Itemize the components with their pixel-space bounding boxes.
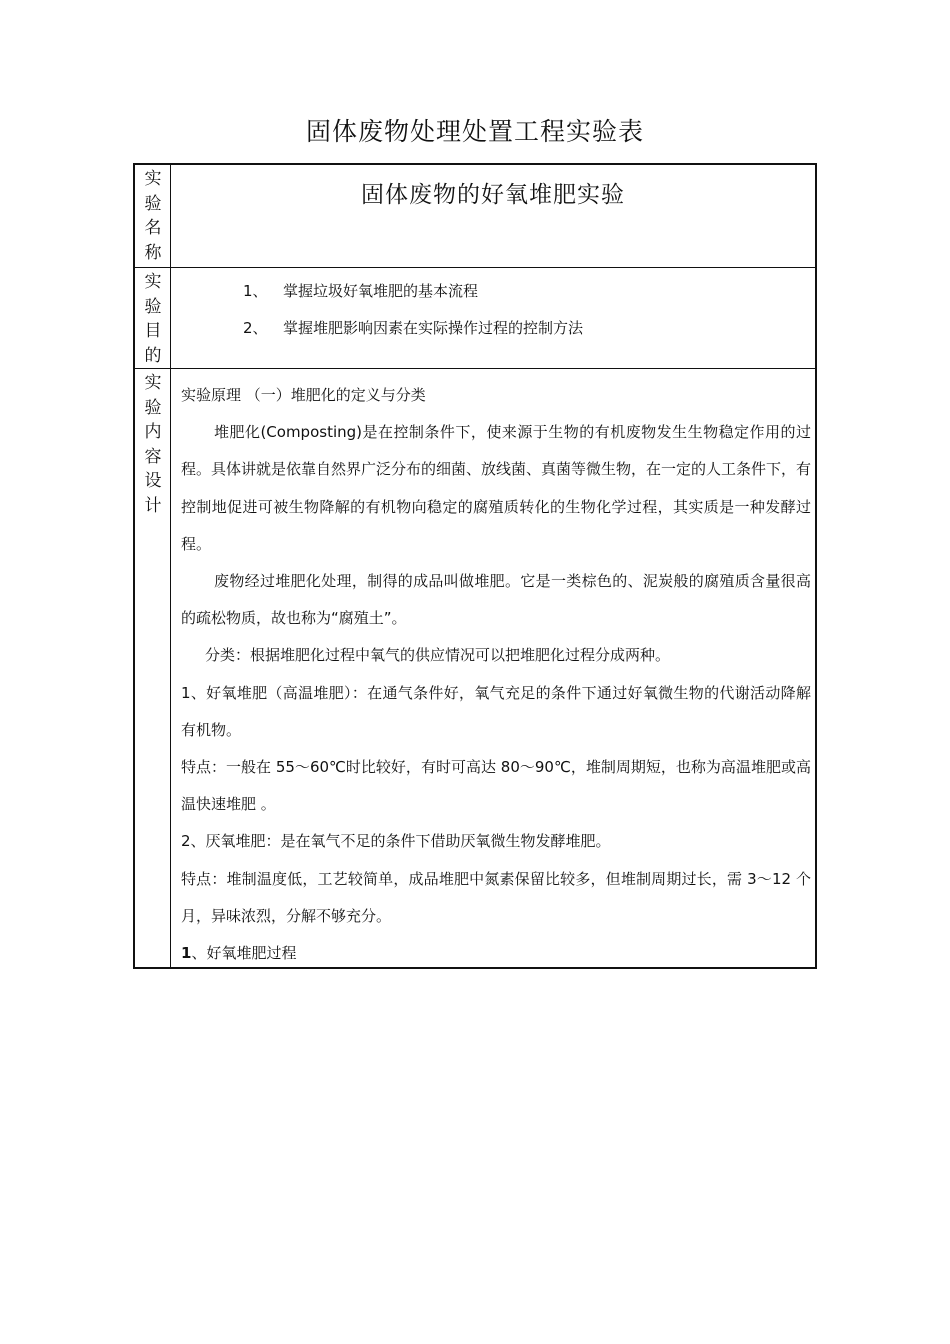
purpose-item: 2、 掌握堆肥影响因素在实际操作过程的控制方法 [243, 319, 584, 337]
experiment-name-label-cell [135, 165, 171, 267]
classification-paragraph: 分类：根据堆肥化过程中氧气的供应情况可以把堆肥化过程分成两种。 [205, 646, 671, 665]
experiment-content-label-cell [135, 369, 171, 969]
aerobic-composting-feature: 特点：一般在 55～60℃时比较好，有时可高达 80～90℃，堆制周期短，也称为高温堆肥或高温快速堆肥 。 [181, 758, 811, 814]
principle-heading: 实验原理 （一）堆肥化的定义与分类 [181, 386, 426, 404]
experiment-name-row [135, 165, 815, 268]
experiment-purpose-label-cell [135, 268, 171, 368]
page-title: 固体废物处理处置工程实验表 [305, 117, 644, 146]
experiment-form-table [133, 163, 817, 969]
anaerobic-composting-feature: 特点：堆制温度低，工艺较简单，成品堆肥中氮素保留比较多，但堆制周期过长，需 3～12 个月，异味浓烈，分解不够充分。 [181, 869, 811, 925]
experiment-name-value-cell [171, 165, 815, 267]
experiment-content-value-cell [171, 369, 815, 969]
experiment-name: 固体废物的好氧堆肥实验 [361, 182, 625, 208]
aerobic-composting-item: 1、好氧堆肥（高温堆肥）：在通气条件好，氧气充足的条件下通过好氧微生物的代谢活动降解有机物。 [181, 683, 811, 739]
purpose-item: 1、 掌握垃圾好氧堆肥的基本流程 [243, 282, 479, 300]
experiment-content-row [135, 369, 815, 969]
anaerobic-composting-item: 2、厌氧堆肥：是在氧气不足的条件下借助厌氧微生物发酵堆肥。 [181, 832, 611, 851]
experiment-content-label: 实 验 内 容 设 计 [144, 373, 162, 516]
experiment-purpose-row [135, 268, 815, 369]
experiment-name-label: 实 验 名 称 [144, 169, 162, 263]
content-body [181, 377, 811, 972]
aerobic-process-heading: 1、好氧堆肥过程 [181, 944, 297, 963]
compost-product-paragraph: 废物经过堆肥化处理，制得的成品叫做堆肥。它是一类棕色的、泥炭般的腐殖质含量很高的疏松物质，故也称为“腐殖土”。 [181, 572, 811, 628]
experiment-purpose-label: 实 验 目 的 [144, 272, 162, 366]
experiment-purpose-value-cell [171, 268, 815, 368]
composting-definition-paragraph: 堆肥化(Composting)是在控制条件下，使来源于生物的有机废物发生生物稳定作用的过程。具体讲就是依靠自然界广泛分布的细菌、放线菌、真菌等微生物，在一定的人工条件下，有控制地促进可被生物降解的有机物向稳定的腐殖质转化的生物化学过程，其实质是一种发酵过程。 [181, 423, 812, 553]
